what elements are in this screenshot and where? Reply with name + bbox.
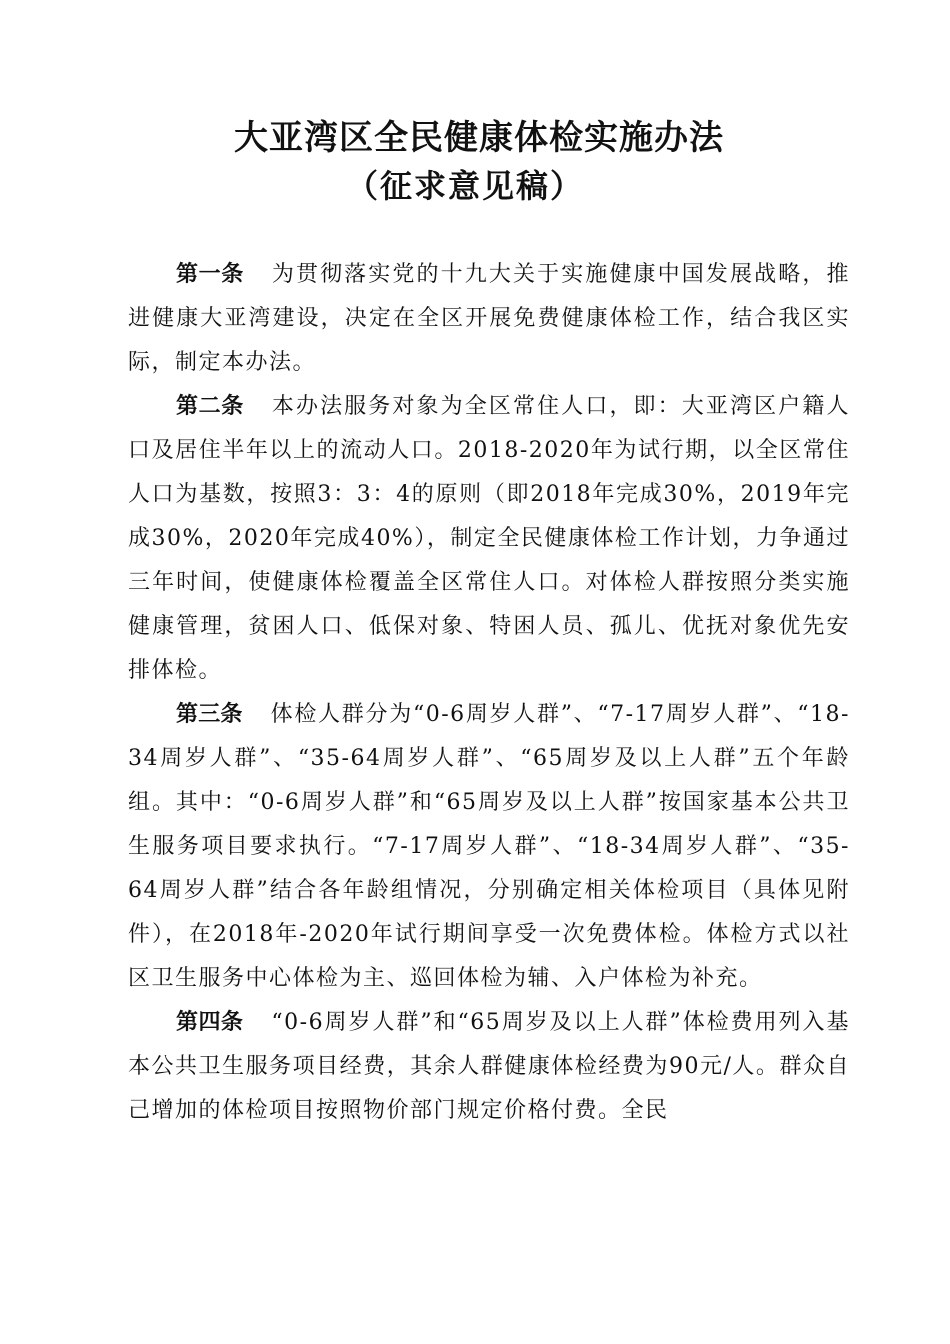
- article-3: [128, 693, 850, 1001]
- article-4-heading: 第四条: [176, 1010, 244, 1035]
- document-title: 大亚湾区全民健康体检实施办法: [234, 118, 724, 158]
- document-body: [128, 253, 850, 1133]
- title-block: [0, 112, 950, 208]
- article-1: [128, 253, 850, 385]
- article-3-text: 体检人群分为“0-6周岁人群”、“7-17周岁人群”、“18-34周岁人群”、“35-64周岁人群”、“65周岁及以上人群”五个年龄组。其中：“0-6周岁人群”和“65周岁及以上人群”按国家基本公共卫生服务项目要求执行。“7-17周岁人群”、“18-34周岁人群”、“35-64周岁人群”结合各年龄组情况，分别确定相关体检项目（具体见附件），在2018年-2020年试行期间享受一次免费体检。体检方式以社区卫生服务中心体检为主、巡回体检为辅、入户体检为补充。: [128, 702, 850, 991]
- article-1-heading: 第一条: [176, 262, 244, 287]
- article-2: [128, 385, 850, 693]
- article-1-text: 为贯彻落实党的十九大关于实施健康中国发展战略，推进健康大亚湾建设，决定在全区开展免费健康体检工作，结合我区实际，制定本办法。: [128, 262, 850, 375]
- article-2-text: 本办法服务对象为全区常住人口，即：大亚湾区户籍人口及居住半年以上的流动人口。2018-2020年为试行期，以全区常住人口为基数，按照3：3：4的原则（即2018年完成30%，2019年完成30%，2020年完成40%），制定全民健康体检工作计划，力争通过三年时间，使健康体检覆盖全区常住人口。对体检人群按照分类实施健康管理，贫困人口、低保对象、特困人员、孤儿、优抚对象优先安排体检。: [128, 394, 850, 683]
- article-4: [128, 1001, 850, 1133]
- article-3-heading: 第三条: [176, 702, 243, 727]
- article-2-heading: 第二条: [176, 394, 244, 419]
- document-subtitle: （征求意见稿）: [345, 167, 584, 205]
- article-4-text: “0-6周岁人群”和“65周岁及以上人群”体检费用列入基本公共卫生服务项目经费，其余人群健康体检经费为90元/人。群众自己增加的体检项目按照物价部门规定价格付费。全民: [128, 1010, 850, 1123]
